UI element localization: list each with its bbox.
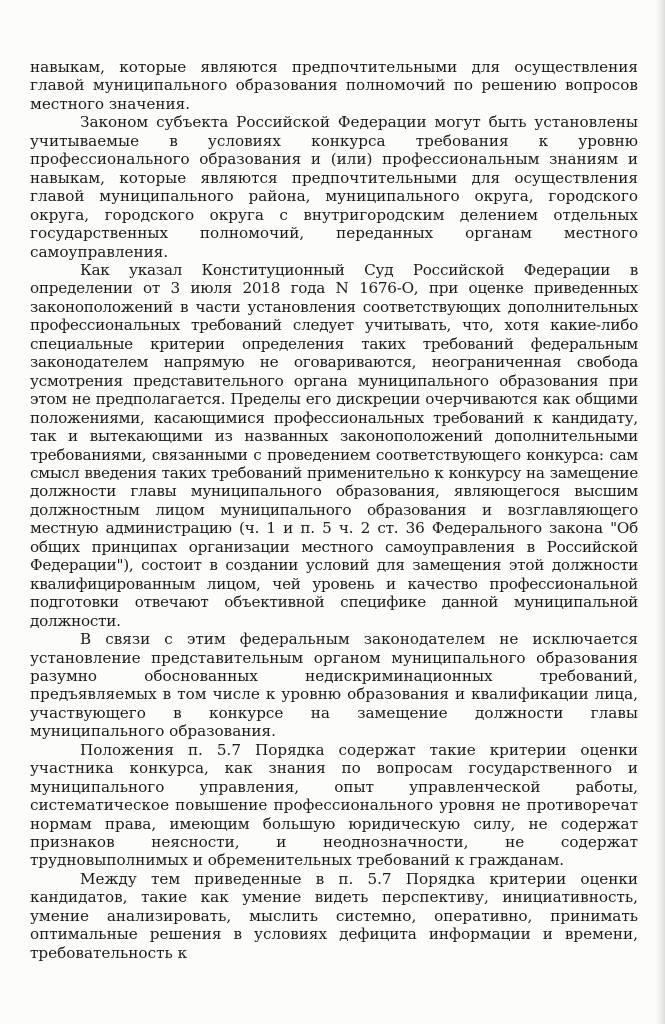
paragraph-constitutional-court: Как указал Конституционный Суд Российской Федерации в определении от 3 июля 2018 года N 1676-О, при оценке приведенных законоположений в части установления соответствующих дополнительных профессиональных требований следует учитывать, что, хотя какие-либо специальные критерии определения таких требований федеральным законодателем напрямую не оговариваются, неограниченная свобода усмотрения представительного органа муниципального образования при этом не предполагается. Пределы его дискреции очерчиваются как общими положениями, касающимися профессиональных требований к кандидату, так и вытекающими из названных законоположений дополнительными требованиями, связанными с проведением соответствующего конкурса: сам смысл введения таких требований применительно к конкурсу на замещение должности главы муниципального образования, являющегося высшим должностным лицом муниципального образования и возглавляющего местную администрацию (ч. 1 и п. 5 ч. 2 ст. 36 Федерального закона "Об общих принципах организации местного самоуправления в Российской Федерации"), состоит в создании условий для замещения этой должности квалифицированным лицом, чей уровень и качество профессиональной подготовки отвечают объективной специфике данной муниципальной должности. [30, 260, 638, 630]
document-body [30, 58, 638, 962]
paragraph-federal-legislator: В связи с этим федеральным законодателем не исключается установление представительным органом муниципального образования разумно обоснованных недискриминационных требований, предъявляемых в том числе к уровню образования и квалификации лица, участвующего в конкурсе на замещение должности главы муниципального образования. [30, 630, 638, 741]
paragraph-provisions-5-7: Положения п. 5.7 Порядка содержат такие критерии оценки участника конкурса, как знания по вопросам государственного и муниципального управления, опыт управленческой работы, систематическое повышение профессионального уровня не противоречат нормам права, имеющим большую юридическую силу, не содержат признаков неясности, и неоднозначности, не содержат трудновыполнимых и обременительных требований к гражданам. [30, 740, 638, 870]
paragraph-continuation: навыкам, которые являются предпочтительными для осуществления главой муниципального образования полномочий по решению вопросов местного значения. [30, 58, 638, 113]
paragraph-subject-law: Законом субъекта Российской Федерации могут быть установлены учитываемые в условиях конкурса требования к уровню профессионального образования и (или) профессиональным знаниям и навыкам, которые являются предпочтительными для осуществления главой муниципального района, муниципального округа, городского округа, городского округа с внутригородским делением отдельных государственных полномочий, переданных органам местного самоуправления. [30, 113, 638, 261]
page-edge-shadow [655, 0, 665, 1024]
paragraph-criteria: Между тем приведенные в п. 5.7 Порядка критерии оценки кандидатов, такие как умение видеть перспективу, инициативность, умение анализировать, мыслить системно, оперативно, принимать оптимальные решения в условиях дефицита информации и времени, требовательность к [30, 869, 638, 962]
